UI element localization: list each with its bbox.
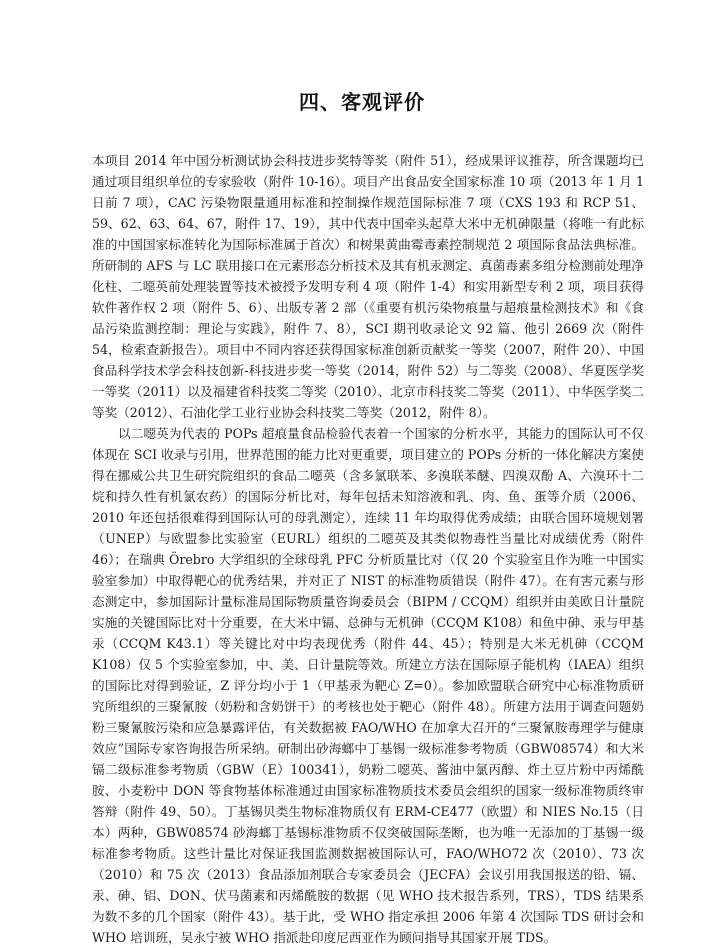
body-text — [92, 150, 644, 948]
section-title: 四、客观评价 — [299, 90, 425, 114]
paragraph-project-awards: 本项目 2014 年中国分析测试协会科技进步奖特等奖（附件 51），经成果评议推荐，所含课题均已通过项目组织单位的专家验收（附件 10-16）。项目产出食品安全国家标准 10 项（2013 年 1 月 1 日前 7 项），CAC 污染物限量通用标准和控制操作规范国际标准 7 项（CXS 193 和 RCP 51、59、62、63、64、67，附件 17、19），其中代表中国牵头起草大米中无机砷限量（将唯一有此标准的中国国家标准转化为国际标准属于首次）和树果黄曲霉毒素控制规范 2 项国际食品法典标准。所研制的 AFS 与 LC 联用接口在元素形态分析技术及其有机汞测定、真菌毒素多组分检测前处理净化柱、二噁英前处理装置等技术被授予发明专利 4 项（附件 1-4）和实用新型专利 2 项，项目获得软件著作权 2 项（附件 5、6）、出版专著 2 部（《重要有机污染物痕量与超痕量检测技术》和《食品污染监测控制：理论与实践》，附件 7、8），SCI 期刊收录论文 92 篇、他引 2669 次（附件 54，检索查新报告）。项目中不同内容还获得国家标准创新贡献奖一等奖（2007，附件 20）、中国食品科学技术学会科技创新-科技进步奖一等奖（2014，附件 52）与二等奖（2008）、华夏医学奖一等奖（2011）以及福建省科技奖二等奖（2010）、北京市科技奖二等奖（2011）、中华医学奖二等奖（2012）、石油化学工业行业协会科技奖二等奖（2012，附件 8）。 — [92, 153, 644, 420]
paragraph-international-comparison: 以二噁英为代表的 POPs 超痕量食品检验代表着一个国家的分析水平，其能力的国际认可不仅体现在 SCI 收录与引用，世界范围的能力比对更重要，项目建立的 POPs 分析的一体化解决方案使得在挪威公共卫生研究院组织的食品二噁英（含多氯联苯、多溴联苯醚、四溴双酚 A、六溴环十二烷和持久性有机氯农药）的国际分析比对，每年包括未知溶液和乳、肉、鱼、蛋等介质（2006、2010 年还包括很难得到国际认可的母乳测定），连续 11 年均取得优秀成绩；由联合国环境规划署（UNEP）与欧盟参比实验室（EURL）组织的二噁英及其类似物毒性当量比对成绩优秀（附件 46）；在瑞典 Örebro 大学组织的全球母乳 PFC 分析质量比对（仅 20 个实验室且作为唯一中国实验室参加）中取得靶心的优秀结果，并对正了 NIST 的标准物质错误（附件 47）。在有害元素与形态测定中，参加国际计量标准局国际物质量咨询委员会（BIPM / CCQM）组织并由美欧日计量院实施的关键国际比对十分重要，在大米中镉、总砷与无机砷（CCQM K108）和鱼中砷、汞与甲基汞（CCQM K43.1）等关键比对中均表现优秀（附件 44、45）；特别是大米无机砷（CCQM K108）仅 5 个实验室参加，中、美、日计量院等效。所建立方法在国际原子能机构（IAEA）组织的国际比对得到验证，Z 评分均小于 1（甲基汞为靶心 Z=0）。参加欧盟联合研究中心标准物质研究所组织的三聚氰胺（奶粉和含奶饼干）的考核也处于靶心（附件 48）。所建方法用于调查问题奶粉三聚氰胺污染和应急暴露评估，有关数据被 FAO/WHO 在加拿大召开的“三聚氰胺毒理学与健康效应”国际专家咨询报告所采纳。研制出砂海螂中丁基锡一级标准参考物质（GBW08574）和大米镉二级标准参考物质（GBW（E）100341），奶粉二噁英、酱油中氯丙醇、炸土豆片粉中丙烯酰胺、小麦粉中 DON 等食物基体标准通过由国家标准物质技术委员会组织的国家一级标准物质终审答辩（附件 49、50）。丁基锡贝类生物标准物质仅有 ERM-CE477（欧盟）和 NIES No.15（日本）两种，GBW08574 砂海螂丁基锡标准物质不仅突破国际垄断，也为唯一无添加的丁基锡一级标准参考物质。这些计量比对保证我国监测数据被国际认可，FAO/WHO72 次（2010）、73 次（2010）和 75 次（2013）食品添加剂联合专家委员会（JECFA）会议引用我国报送的铅、镉、汞、砷、铝、DON、伏马菌素和丙烯酰胺的数据（见 WHO 技术报告系列，TRS），TDS 结果系为数不多的几个国家（附件 43）。基于此，受 WHO 指定承担 2006 年第 4 次国际 TDS 研讨会和 WHO 培训班，吴永宁被 WHO 指派赴印度尼西亚作为顾问指导其国家开展 TDS。 — [92, 426, 644, 945]
